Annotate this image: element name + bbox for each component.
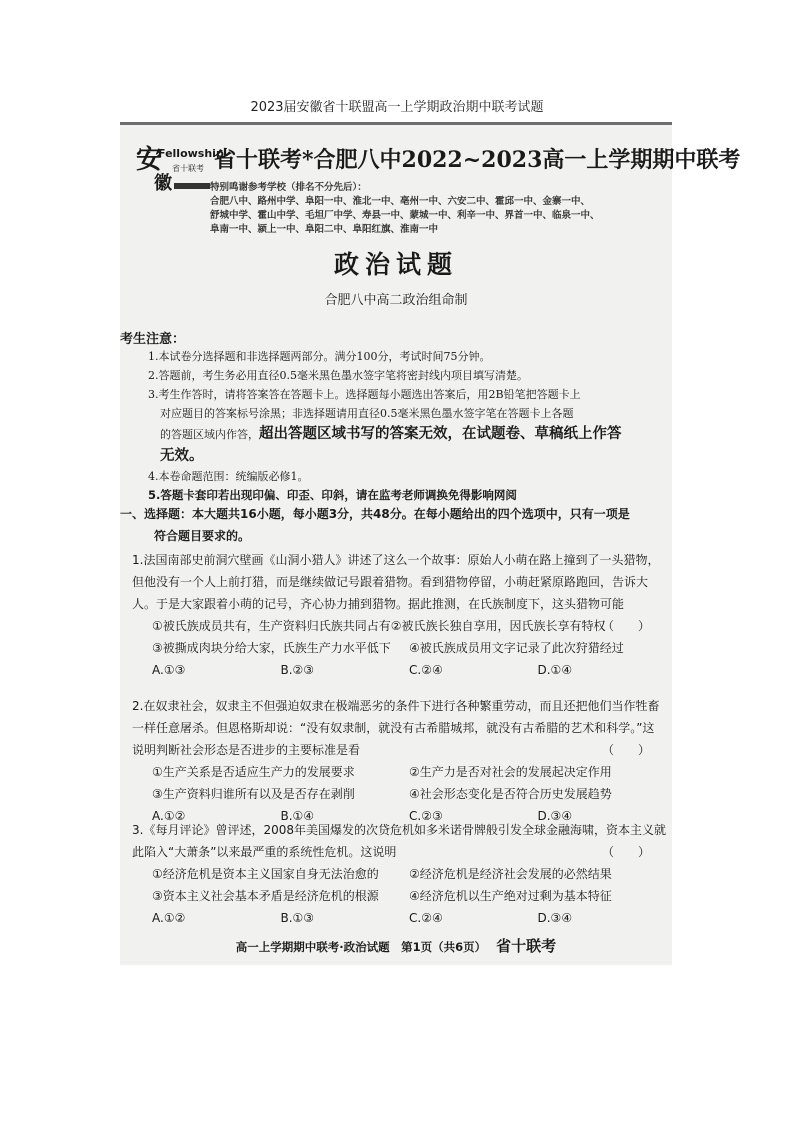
- notice-item: 3.考生作答时，请将答案答在答题卡上。选择题每小题选出答案后，用2B铅笔把答题卡上: [148, 388, 581, 401]
- option: ②被氏族长独自享用，因氏族长享有特权: [390, 619, 606, 633]
- page-footer: [120, 935, 672, 956]
- answer-choice: C.②③: [409, 809, 443, 823]
- notice-item: 的答题区域内作答，: [160, 428, 259, 441]
- answer-choice: C.②④: [409, 663, 443, 677]
- schools-line: 阜南一中、颍上一中、阜阳二中、阜阳红旗、淮南一中: [210, 224, 439, 235]
- question-2: [132, 695, 666, 827]
- option: ④被氏族成员用文字记录了此次狩猎经过: [409, 641, 624, 655]
- scanned-page: [120, 122, 741, 965]
- answer-paren: （ ）: [601, 845, 650, 859]
- answer-choice: B.①③: [280, 911, 315, 925]
- question-1: [132, 549, 666, 681]
- schools-line: 特别鸣谢参考学校（排名不分先后）：: [210, 182, 367, 193]
- logo-char: 安: [136, 145, 163, 175]
- answer-paren: （ ）: [601, 619, 650, 633]
- maker-line: 合肥八中高二政治组命制: [324, 293, 468, 308]
- option: ①生产关系是否适应生产力的发展要求: [152, 765, 355, 779]
- schools-line: 合肥八中、路州中学、阜阳一中、淮北一中、亳州一中、六安二中、霍邱一中、金寨一中、: [210, 196, 591, 207]
- answer-paren: （ ）: [601, 743, 650, 757]
- section-line: 符合题目要求的。: [154, 529, 251, 543]
- option: ④社会形态变化是否符合历史发展趋势: [409, 787, 612, 801]
- notice-item: 对应题目的答案标号涂黑；非选择题请用直径0.5毫米黑色墨水签字笔在答题卡上各题: [160, 407, 574, 420]
- footer-seal: 省十联考: [496, 937, 557, 955]
- notice-item: 4.本卷命题范围：统编版必修1。: [148, 470, 309, 483]
- fellowship-logo: [136, 145, 224, 195]
- answer-choice: B.①④: [280, 809, 315, 823]
- subject-title: 政治试题: [333, 250, 458, 279]
- option: ②生产力是否对社会的发展起决定作用: [409, 765, 612, 779]
- notice-item: 2.答题前，考生务必用直径0.5毫米黑色墨水签字笔将密封线内项目填写清楚。: [148, 369, 528, 382]
- answer-choice: A.①②: [152, 911, 186, 925]
- answer-choice: D.③④: [537, 809, 573, 823]
- logo-sub: 省十联考: [172, 164, 204, 173]
- schools-list: [210, 181, 655, 237]
- answer-choice: B.②③: [280, 663, 315, 677]
- question-stem: 3.《每月评论》曾评述，2008年美国爆发的次贷危机如多米诺骨牌般引发全球金融海啸，资本主义就此陷入“大萧条”以来最严重的系统性危机。这说明: [132, 823, 666, 859]
- notice-item: 1.本试卷分选择题和非选择题两部分。满分100分，考试时间75分钟。: [148, 350, 491, 363]
- notice-emphasis: 超出答题区域书写的答案无效，在试题卷、草稿纸上作答: [259, 426, 622, 442]
- notice-heading: 考生注意：: [120, 332, 186, 347]
- answer-choice: A.①②: [152, 809, 186, 823]
- question-3: [132, 819, 666, 929]
- option: ①被氏族成员共有，生产资料归氏族共同占有: [152, 619, 391, 633]
- option: ④经济危机以生产绝对过剩为基本特征: [409, 889, 612, 903]
- notice-emphasis: 无效。: [160, 448, 204, 464]
- logo-char-2: 徽: [154, 173, 172, 194]
- logo-fellowship: Fellowship: [158, 147, 224, 160]
- option: ①经济危机是资本主义国家自身无法治愈的: [152, 867, 379, 881]
- question-stem: 2.在奴隶社会，奴隶主不但强迫奴隶在极端恶劣的条件下进行各种繁重劳动，而且还把他们当作牲畜一样任意屠杀。但恩格斯却说：“没有奴隶制，就没有古希腊城邦，就没有古希腊的艺术和科学。”这说明判断社会形态是否进步的主要标准是看: [132, 699, 660, 757]
- answer-choice: C.②④: [409, 911, 443, 925]
- question-stem: 1.法国南部史前洞穴壁画《山洞小猎人》讲述了这么一个故事：原始人小萌在路上撞到了一头猎物，但他没有一个人上前打猎，而是继续做记号跟着猎物。看到猎物停留，小萌赶紧原路跑回，告诉大人。于是大家跟着小萌的记号，齐心协力捕到猎物。据此推测，在氏族制度下，这头猎物可能: [132, 553, 660, 611]
- notice-item: 5.答题卡套印若出现印偏、印歪、印斜，请在监考老师调换免得影响网阅: [148, 488, 517, 502]
- logo-bar: [174, 183, 210, 189]
- section-line: 一、选择题：本大题共16小题，每小题3分，共48分。在每小题给出的四个选项中，只有一项是: [120, 507, 630, 521]
- answer-choice: A.①③: [152, 663, 186, 677]
- answer-choice: D.③④: [537, 911, 573, 925]
- schools-line: 舒城中学、霍山中学、毛坦厂中学、寿县一中、蒙城一中、利辛一中、界首一中、临泉一中、: [210, 210, 600, 221]
- option: ③资本主义社会基本矛盾是经济危机的根源: [152, 889, 379, 903]
- footer-text: 高一上学期期中联考·政治试题 第1页（共6页）: [235, 940, 487, 954]
- notice-list: [148, 347, 668, 505]
- option: ③被撕成肉块分给大家，氏族生产力水平低下: [152, 641, 391, 655]
- section-heading: [120, 503, 668, 547]
- document-title: 2023届安徽省十联盟高一上学期政治期中联考试题: [250, 100, 544, 115]
- option: ②经济危机是经济社会发展的必然结果: [409, 867, 612, 881]
- answer-choice: D.①④: [537, 663, 573, 677]
- option: ③生产资料归谁所有以及是否存在剥削: [152, 787, 355, 801]
- exam-title: 省十联考*合肥八中2022~2023高一上学期期中联考: [214, 147, 741, 173]
